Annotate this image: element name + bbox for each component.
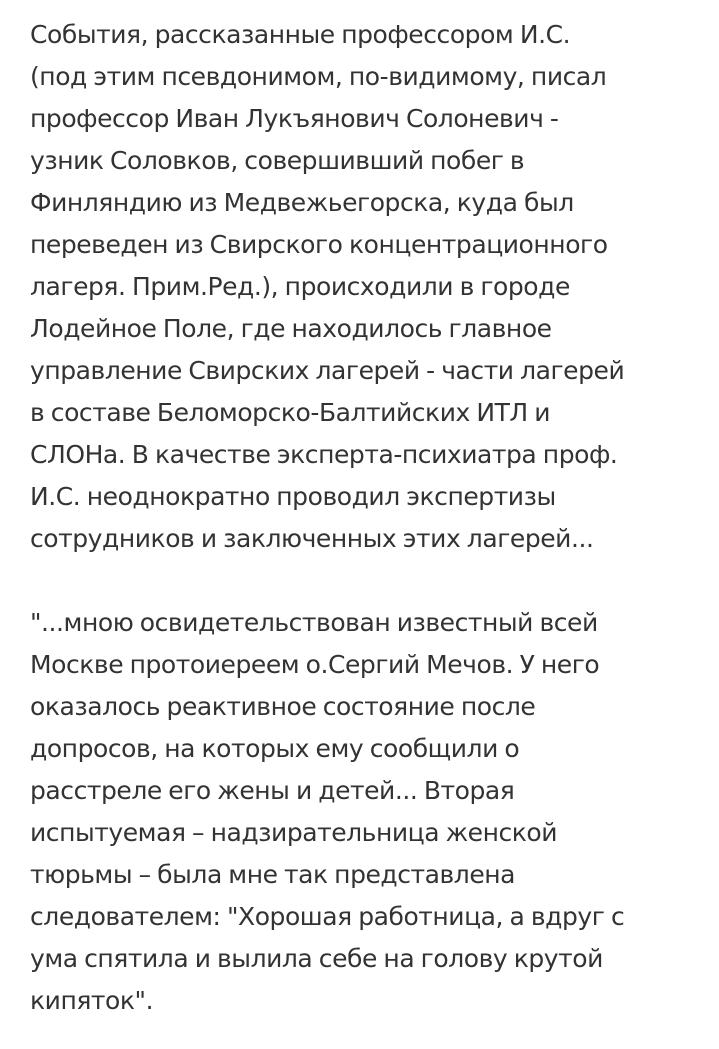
text-line: кипяток". (30, 986, 154, 1015)
text-line: СЛОНа. В качестве эксперта-психиатра проф. (30, 440, 618, 469)
text-line: События, рассказанные профессором И.С. (30, 20, 571, 49)
text-line: (под этим псевдонимом, по-видимому, писал (30, 62, 607, 91)
text-line: расстреле его жены и детей... Вторая (30, 776, 515, 805)
text-line: И.С. неоднократно проводил экспертизы (30, 482, 556, 511)
text-line: сотрудников и заключенных этих лагерей... (30, 524, 594, 553)
text-line: испытуемая – надзирательница женской (30, 818, 558, 847)
text-line: узник Соловков, совершивший побег в (30, 146, 525, 175)
text-line: Лодейное Поле, где находилось главное (30, 314, 552, 343)
text-line: Финляндию из Медвежьегорска, куда был (30, 188, 574, 217)
text-line: переведен из Свирского концентрационного (30, 230, 608, 259)
text-line: управление Свирских лагерей - части лагерей (30, 356, 625, 385)
article-text (30, 14, 702, 1022)
text-line: следователем: "Хорошая работница, а вдруг с (30, 902, 625, 931)
text-line: оказалось реактивное состояние после (30, 692, 536, 721)
paragraph-spacer (30, 560, 702, 602)
text-line: "...мною освидетельствован известный всей (30, 608, 598, 637)
paragraph-1 (30, 14, 702, 560)
text-line: профессор Иван Лукъянович Солоневич - (30, 104, 559, 133)
paragraph-2 (30, 602, 702, 1022)
text-line: тюрьмы – была мне так представлена (30, 860, 516, 889)
text-line: в составе Беломорско-Балтийских ИТЛ и (30, 398, 551, 427)
text-line: Москве протоиереем о.Сергий Мечов. У него (30, 650, 600, 679)
text-line: допросов, на которых ему сообщили о (30, 734, 520, 763)
text-line: лагеря. Прим.Ред.), происходили в городе (30, 272, 570, 301)
text-line: ума спятила и вылила себе на голову крутой (30, 944, 603, 973)
